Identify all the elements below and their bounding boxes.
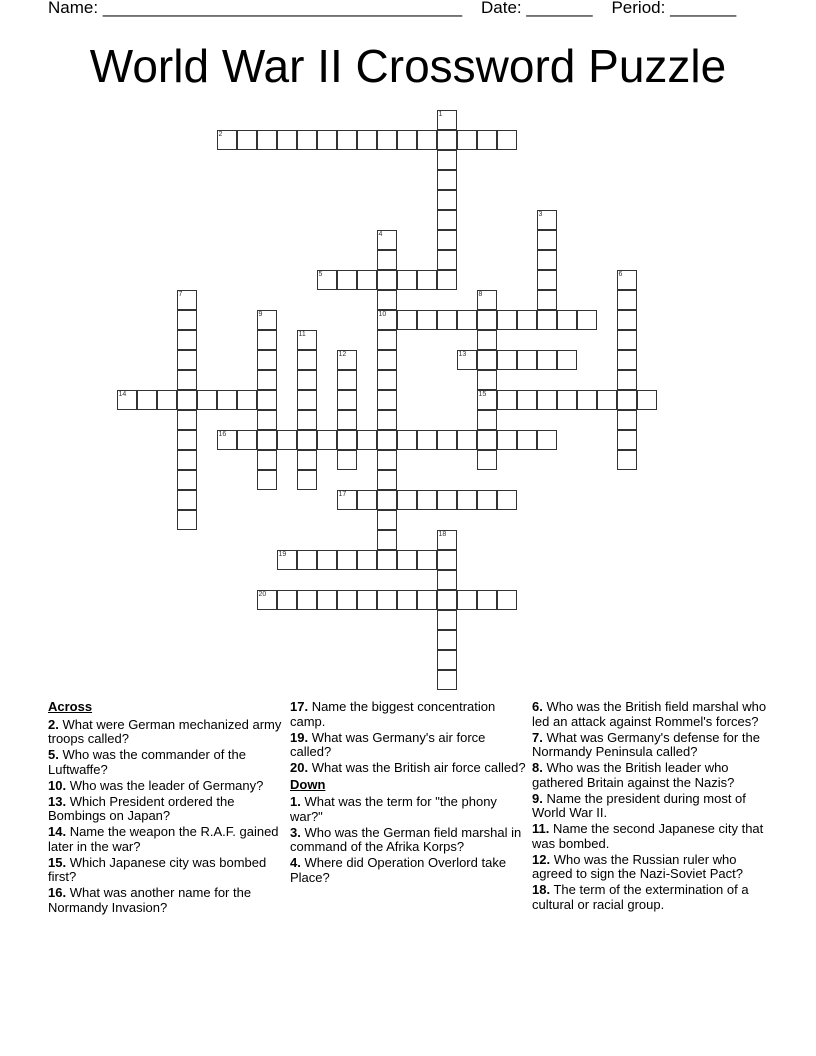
grid-cell[interactable] [497, 130, 517, 150]
grid-cell[interactable] [437, 550, 457, 570]
clue-text: Who was the commander of the Luftwaffe? [48, 747, 246, 777]
clues-column-1 [48, 700, 284, 917]
clue-number-label: 16 [218, 430, 227, 438]
grid-cell[interactable] [297, 470, 317, 490]
grid-cell[interactable] [177, 290, 197, 310]
clue-number-label: 7 [178, 290, 183, 298]
clue-number: 18. [532, 882, 551, 897]
grid-cell[interactable] [257, 430, 277, 450]
grid-cell[interactable] [437, 570, 457, 590]
grid-cell[interactable] [437, 230, 457, 250]
grid-cell[interactable] [177, 450, 197, 470]
clue-text: Who was the Russian ruler who agreed to sign the Nazi-Soviet Pact? [532, 851, 744, 881]
clue-item [290, 731, 526, 760]
grid-cell[interactable] [357, 550, 377, 570]
grid-cell[interactable] [417, 130, 437, 150]
clue-text: Name the biggest concentration camp. [290, 699, 496, 729]
grid-cell[interactable] [177, 390, 197, 410]
clue-item [532, 822, 768, 851]
grid-cell[interactable] [317, 130, 337, 150]
grid-cell[interactable] [237, 130, 257, 150]
grid-cell[interactable] [177, 510, 197, 530]
grid-cell[interactable] [337, 410, 357, 430]
grid-cell[interactable] [617, 430, 637, 450]
clue-number-label: 15 [478, 390, 487, 398]
clue-item [48, 718, 284, 747]
grid-cell[interactable] [317, 270, 337, 290]
clue-item [532, 700, 768, 729]
clue-item [48, 825, 284, 854]
clue-item [290, 826, 526, 855]
clue-text: Who was the German field marshal in command of the Afrika Korps? [290, 824, 522, 854]
grid-cell[interactable] [617, 370, 637, 390]
clue-number-label: 10 [378, 310, 387, 318]
clue-number: 10. [48, 777, 67, 793]
grid-cell[interactable] [397, 430, 417, 450]
grid-cell[interactable] [477, 430, 497, 450]
grid-cell[interactable] [437, 650, 457, 670]
clue-number: 17. [290, 699, 309, 714]
grid-cell[interactable] [377, 490, 397, 510]
grid-cell[interactable] [437, 210, 457, 230]
grid-cell[interactable] [397, 550, 417, 570]
grid-cell[interactable] [437, 110, 457, 130]
grid-cell[interactable] [397, 270, 417, 290]
grid-cell[interactable] [257, 590, 277, 610]
clue-number-label: 12 [338, 350, 347, 358]
grid-cell[interactable] [257, 390, 277, 410]
grid-cell[interactable] [457, 490, 477, 510]
grid-cell[interactable] [337, 390, 357, 410]
clue-number: 12. [532, 851, 551, 867]
grid-cell[interactable] [537, 210, 557, 230]
grid-cell[interactable] [437, 150, 457, 170]
clue-text: What was the term for "the phony war?" [290, 794, 497, 824]
grid-cell[interactable] [257, 410, 277, 430]
grid-cell[interactable] [377, 310, 397, 330]
grid-cell[interactable] [477, 450, 497, 470]
grid-cell[interactable] [157, 390, 177, 410]
grid-cell[interactable] [617, 410, 637, 430]
grid-cell[interactable] [537, 270, 557, 290]
grid-cell[interactable] [377, 290, 397, 310]
grid-cell[interactable] [617, 330, 637, 350]
grid-cell[interactable] [377, 390, 397, 410]
grid-cell[interactable] [517, 350, 537, 370]
clue-item [532, 792, 768, 821]
clues-column-3 [532, 700, 768, 914]
grid-cell[interactable] [377, 590, 397, 610]
grid-cell[interactable] [277, 430, 297, 450]
grid-cell[interactable] [257, 310, 277, 330]
grid-cell[interactable] [377, 230, 397, 250]
grid-cell[interactable] [357, 270, 377, 290]
grid-cell[interactable] [177, 490, 197, 510]
grid-cell[interactable] [357, 430, 377, 450]
clue-item [532, 731, 768, 760]
across-heading: Across [48, 699, 93, 714]
clue-number: 5. [48, 747, 59, 762]
grid-cell[interactable] [337, 350, 357, 370]
grid-cell[interactable] [377, 350, 397, 370]
grid-cell[interactable] [477, 310, 497, 330]
grid-cell[interactable] [297, 590, 317, 610]
clue-text: Where did Operation Overlord take Place? [290, 855, 507, 885]
clue-number: 6. [532, 699, 543, 714]
grid-cell[interactable] [417, 590, 437, 610]
grid-cell[interactable] [357, 490, 377, 510]
clue-number-label: 17 [338, 490, 347, 498]
grid-cell[interactable] [177, 470, 197, 490]
clue-number: 8. [532, 760, 543, 775]
grid-cell[interactable] [477, 490, 497, 510]
grid-cell[interactable] [537, 290, 557, 310]
grid-cell[interactable] [537, 230, 557, 250]
grid-cell[interactable] [497, 390, 517, 410]
grid-cell[interactable] [377, 470, 397, 490]
grid-cell[interactable] [257, 350, 277, 370]
grid-cell[interactable] [617, 390, 637, 410]
date-blank[interactable]: _______ [526, 0, 593, 17]
grid-cell[interactable] [237, 430, 257, 450]
grid-cell[interactable] [177, 330, 197, 350]
grid-cell[interactable] [477, 130, 497, 150]
grid-cell[interactable] [377, 330, 397, 350]
grid-cell[interactable] [257, 130, 277, 150]
grid-cell[interactable] [297, 370, 317, 390]
grid-cell[interactable] [417, 310, 437, 330]
grid-cell[interactable] [437, 130, 457, 150]
grid-cell[interactable] [537, 390, 557, 410]
grid-cell[interactable] [297, 550, 317, 570]
grid-cell[interactable] [617, 290, 637, 310]
clue-number: 9. [532, 790, 543, 806]
clue-text: Who was the British leader who gathered Britain against the Nazis? [532, 760, 735, 790]
grid-cell[interactable] [457, 590, 477, 610]
clue-number-label: 5 [318, 270, 323, 278]
name-label: Name: [48, 0, 99, 17]
page-title: World War II Crossword Puzzle [89, 40, 727, 92]
grid-cell[interactable] [377, 510, 397, 530]
clue-text: What was Germany's air force called? [290, 729, 486, 759]
name-blank[interactable]: ______________________________________ [102, 0, 463, 17]
clue-number: 4. [290, 855, 301, 870]
grid-cell[interactable] [437, 630, 457, 650]
period-label: Period: [611, 0, 666, 17]
grid-cell[interactable] [457, 130, 477, 150]
clue-number: 13. [48, 793, 67, 809]
clue-number: 16. [48, 885, 67, 900]
grid-cell[interactable] [337, 490, 357, 510]
grid-cell[interactable] [217, 130, 237, 150]
grid-cell[interactable] [417, 550, 437, 570]
clue-text: Who was the leader of Germany? [66, 777, 264, 793]
clue-text: Name the second Japanese city that was bombed. [532, 821, 764, 851]
clue-text: What was another name for the Normandy Invasion? [48, 885, 252, 915]
grid-cell[interactable] [617, 450, 637, 470]
clue-item [290, 795, 526, 824]
grid-cell[interactable] [637, 390, 657, 410]
down-heading: Down [290, 776, 326, 792]
clue-number: 14. [48, 824, 67, 839]
grid-cell[interactable] [377, 130, 397, 150]
grid-cell[interactable] [477, 330, 497, 350]
grid-cell[interactable] [437, 310, 457, 330]
grid-cell[interactable] [337, 270, 357, 290]
clue-number-label: 1 [438, 110, 443, 118]
clue-item [48, 779, 284, 794]
grid-cell[interactable] [477, 290, 497, 310]
grid-cell[interactable] [377, 530, 397, 550]
grid-cell[interactable] [497, 310, 517, 330]
grid-cell[interactable] [177, 430, 197, 450]
grid-cell[interactable] [197, 390, 217, 410]
grid-cell[interactable] [377, 550, 397, 570]
grid-cell[interactable] [337, 130, 357, 150]
grid-cell[interactable] [437, 590, 457, 610]
date-label: Date: [481, 0, 522, 17]
grid-cell[interactable] [337, 590, 357, 610]
clue-item [48, 748, 284, 777]
grid-cell[interactable] [477, 410, 497, 430]
clue-text: Name the weapon the R.A.F. gained later in the war? [48, 824, 279, 854]
grid-cell[interactable] [517, 390, 537, 410]
grid-cell[interactable] [477, 370, 497, 390]
clue-number: 20. [290, 760, 309, 775]
clue-number-label: 18 [438, 530, 447, 538]
grid-cell[interactable] [257, 370, 277, 390]
clue-number-label: 9 [258, 310, 263, 318]
grid-cell[interactable] [397, 590, 417, 610]
grid-cell[interactable] [357, 130, 377, 150]
grid-cell[interactable] [577, 390, 597, 410]
grid-cell[interactable] [317, 430, 337, 450]
clue-number-label: 6 [618, 270, 623, 278]
clue-item [532, 761, 768, 790]
grid-cell[interactable] [537, 310, 557, 330]
clue-text: Name the president during most of World War II. [532, 790, 746, 820]
grid-cell[interactable] [377, 450, 397, 470]
grid-cell[interactable] [277, 590, 297, 610]
grid-cell[interactable] [617, 270, 637, 290]
grid-cell[interactable] [337, 550, 357, 570]
grid-cell[interactable] [397, 130, 417, 150]
clues-column-2 [290, 700, 526, 887]
grid-cell[interactable] [457, 430, 477, 450]
clue-item [532, 883, 768, 912]
grid-cell[interactable] [397, 310, 417, 330]
grid-cell[interactable] [557, 390, 577, 410]
grid-cell[interactable] [577, 310, 597, 330]
grid-cell[interactable] [437, 530, 457, 550]
grid-cell[interactable] [317, 550, 337, 570]
grid-cell[interactable] [297, 410, 317, 430]
clue-text: What was Germany's defense for the Normandy Peninsula called? [532, 729, 760, 759]
grid-cell[interactable] [597, 390, 617, 410]
grid-cell[interactable] [177, 310, 197, 330]
grid-cell[interactable] [537, 430, 557, 450]
grid-cell[interactable] [417, 430, 437, 450]
grid-cell[interactable] [297, 450, 317, 470]
grid-cell[interactable] [557, 310, 577, 330]
grid-cell[interactable] [377, 270, 397, 290]
clue-item [48, 886, 284, 915]
grid-cell[interactable] [497, 430, 517, 450]
grid-cell[interactable] [537, 350, 557, 370]
clue-item [290, 856, 526, 885]
grid-cell[interactable] [477, 590, 497, 610]
clue-text: What were German mechanized army troops called? [48, 716, 282, 746]
grid-cell[interactable] [377, 430, 397, 450]
grid-cell[interactable] [377, 370, 397, 390]
clue-number-label: 14 [118, 390, 127, 398]
grid-cell[interactable] [437, 490, 457, 510]
grid-cell[interactable] [417, 270, 437, 290]
clue-number: 15. [48, 854, 67, 870]
clue-number: 2. [48, 716, 59, 732]
grid-cell[interactable] [437, 670, 457, 690]
grid-cell[interactable] [377, 250, 397, 270]
clue-number: 7. [532, 729, 543, 745]
grid-cell[interactable] [137, 390, 157, 410]
grid-cell[interactable] [117, 390, 137, 410]
grid-cell[interactable] [237, 390, 257, 410]
grid-cell[interactable] [437, 250, 457, 270]
grid-cell[interactable] [537, 250, 557, 270]
clue-number-label: 19 [278, 550, 287, 558]
grid-cell[interactable] [257, 330, 277, 350]
clue-number: 19. [290, 729, 309, 745]
clue-text: Which President ordered the Bombings on Japan? [48, 793, 235, 823]
grid-cell[interactable] [617, 350, 637, 370]
clue-number-label: 8 [478, 290, 483, 298]
grid-cell[interactable] [317, 590, 337, 610]
grid-cell[interactable] [177, 350, 197, 370]
grid-cell[interactable] [477, 350, 497, 370]
grid-cell[interactable] [397, 490, 417, 510]
grid-cell[interactable] [297, 390, 317, 410]
grid-cell[interactable] [337, 430, 357, 450]
clue-number-label: 3 [538, 210, 543, 218]
grid-cell[interactable] [177, 410, 197, 430]
grid-cell[interactable] [517, 430, 537, 450]
grid-cell[interactable] [257, 450, 277, 470]
grid-cell[interactable] [377, 410, 397, 430]
clue-number-label: 11 [298, 330, 306, 338]
clue-text: Which Japanese city was bombed first? [48, 854, 267, 884]
clue-number-label: 13 [458, 350, 467, 358]
clue-item [290, 700, 526, 729]
grid-cell[interactable] [297, 350, 317, 370]
clue-number: 11. [532, 821, 550, 836]
grid-cell[interactable] [337, 370, 357, 390]
clue-text: The term of the extermination of a cultural or racial group. [532, 882, 749, 912]
grid-cell[interactable] [297, 330, 317, 350]
clue-item [48, 795, 284, 824]
clue-number: 3. [290, 824, 301, 840]
grid-cell[interactable] [457, 350, 477, 370]
clue-item [290, 761, 526, 776]
grid-cell[interactable] [557, 350, 577, 370]
grid-cell[interactable] [497, 490, 517, 510]
grid-cell[interactable] [517, 310, 537, 330]
grid-cell[interactable] [337, 450, 357, 470]
grid-cell[interactable] [257, 470, 277, 490]
clue-item [48, 856, 284, 885]
clue-item [532, 853, 768, 882]
grid-cell[interactable] [277, 130, 297, 150]
clue-number-label: 20 [258, 590, 267, 598]
clue-number-label: 4 [378, 230, 383, 238]
clue-text: Who was the British field marshal who led an attack against Rommel's forces? [532, 699, 767, 729]
grid-cell[interactable] [437, 610, 457, 630]
grid-cell[interactable] [497, 350, 517, 370]
grid-cell[interactable] [437, 170, 457, 190]
grid-cell[interactable] [357, 590, 377, 610]
grid-cell[interactable] [437, 270, 457, 290]
grid-cell[interactable] [297, 430, 317, 450]
grid-cell[interactable] [477, 390, 497, 410]
grid-cell[interactable] [617, 310, 637, 330]
grid-cell[interactable] [497, 590, 517, 610]
grid-cell[interactable] [217, 390, 237, 410]
clue-number: 1. [290, 794, 301, 809]
grid-cell[interactable] [217, 430, 237, 450]
clue-text: What was the British air force called? [308, 760, 526, 775]
grid-cell[interactable] [437, 430, 457, 450]
grid-cell[interactable] [277, 550, 297, 570]
period-blank[interactable]: _______ [670, 0, 737, 17]
grid-cell[interactable] [177, 370, 197, 390]
grid-cell[interactable] [297, 130, 317, 150]
clue-number-label: 2 [218, 130, 223, 138]
grid-cell[interactable] [437, 190, 457, 210]
grid-cell[interactable] [457, 310, 477, 330]
grid-cell[interactable] [417, 490, 437, 510]
